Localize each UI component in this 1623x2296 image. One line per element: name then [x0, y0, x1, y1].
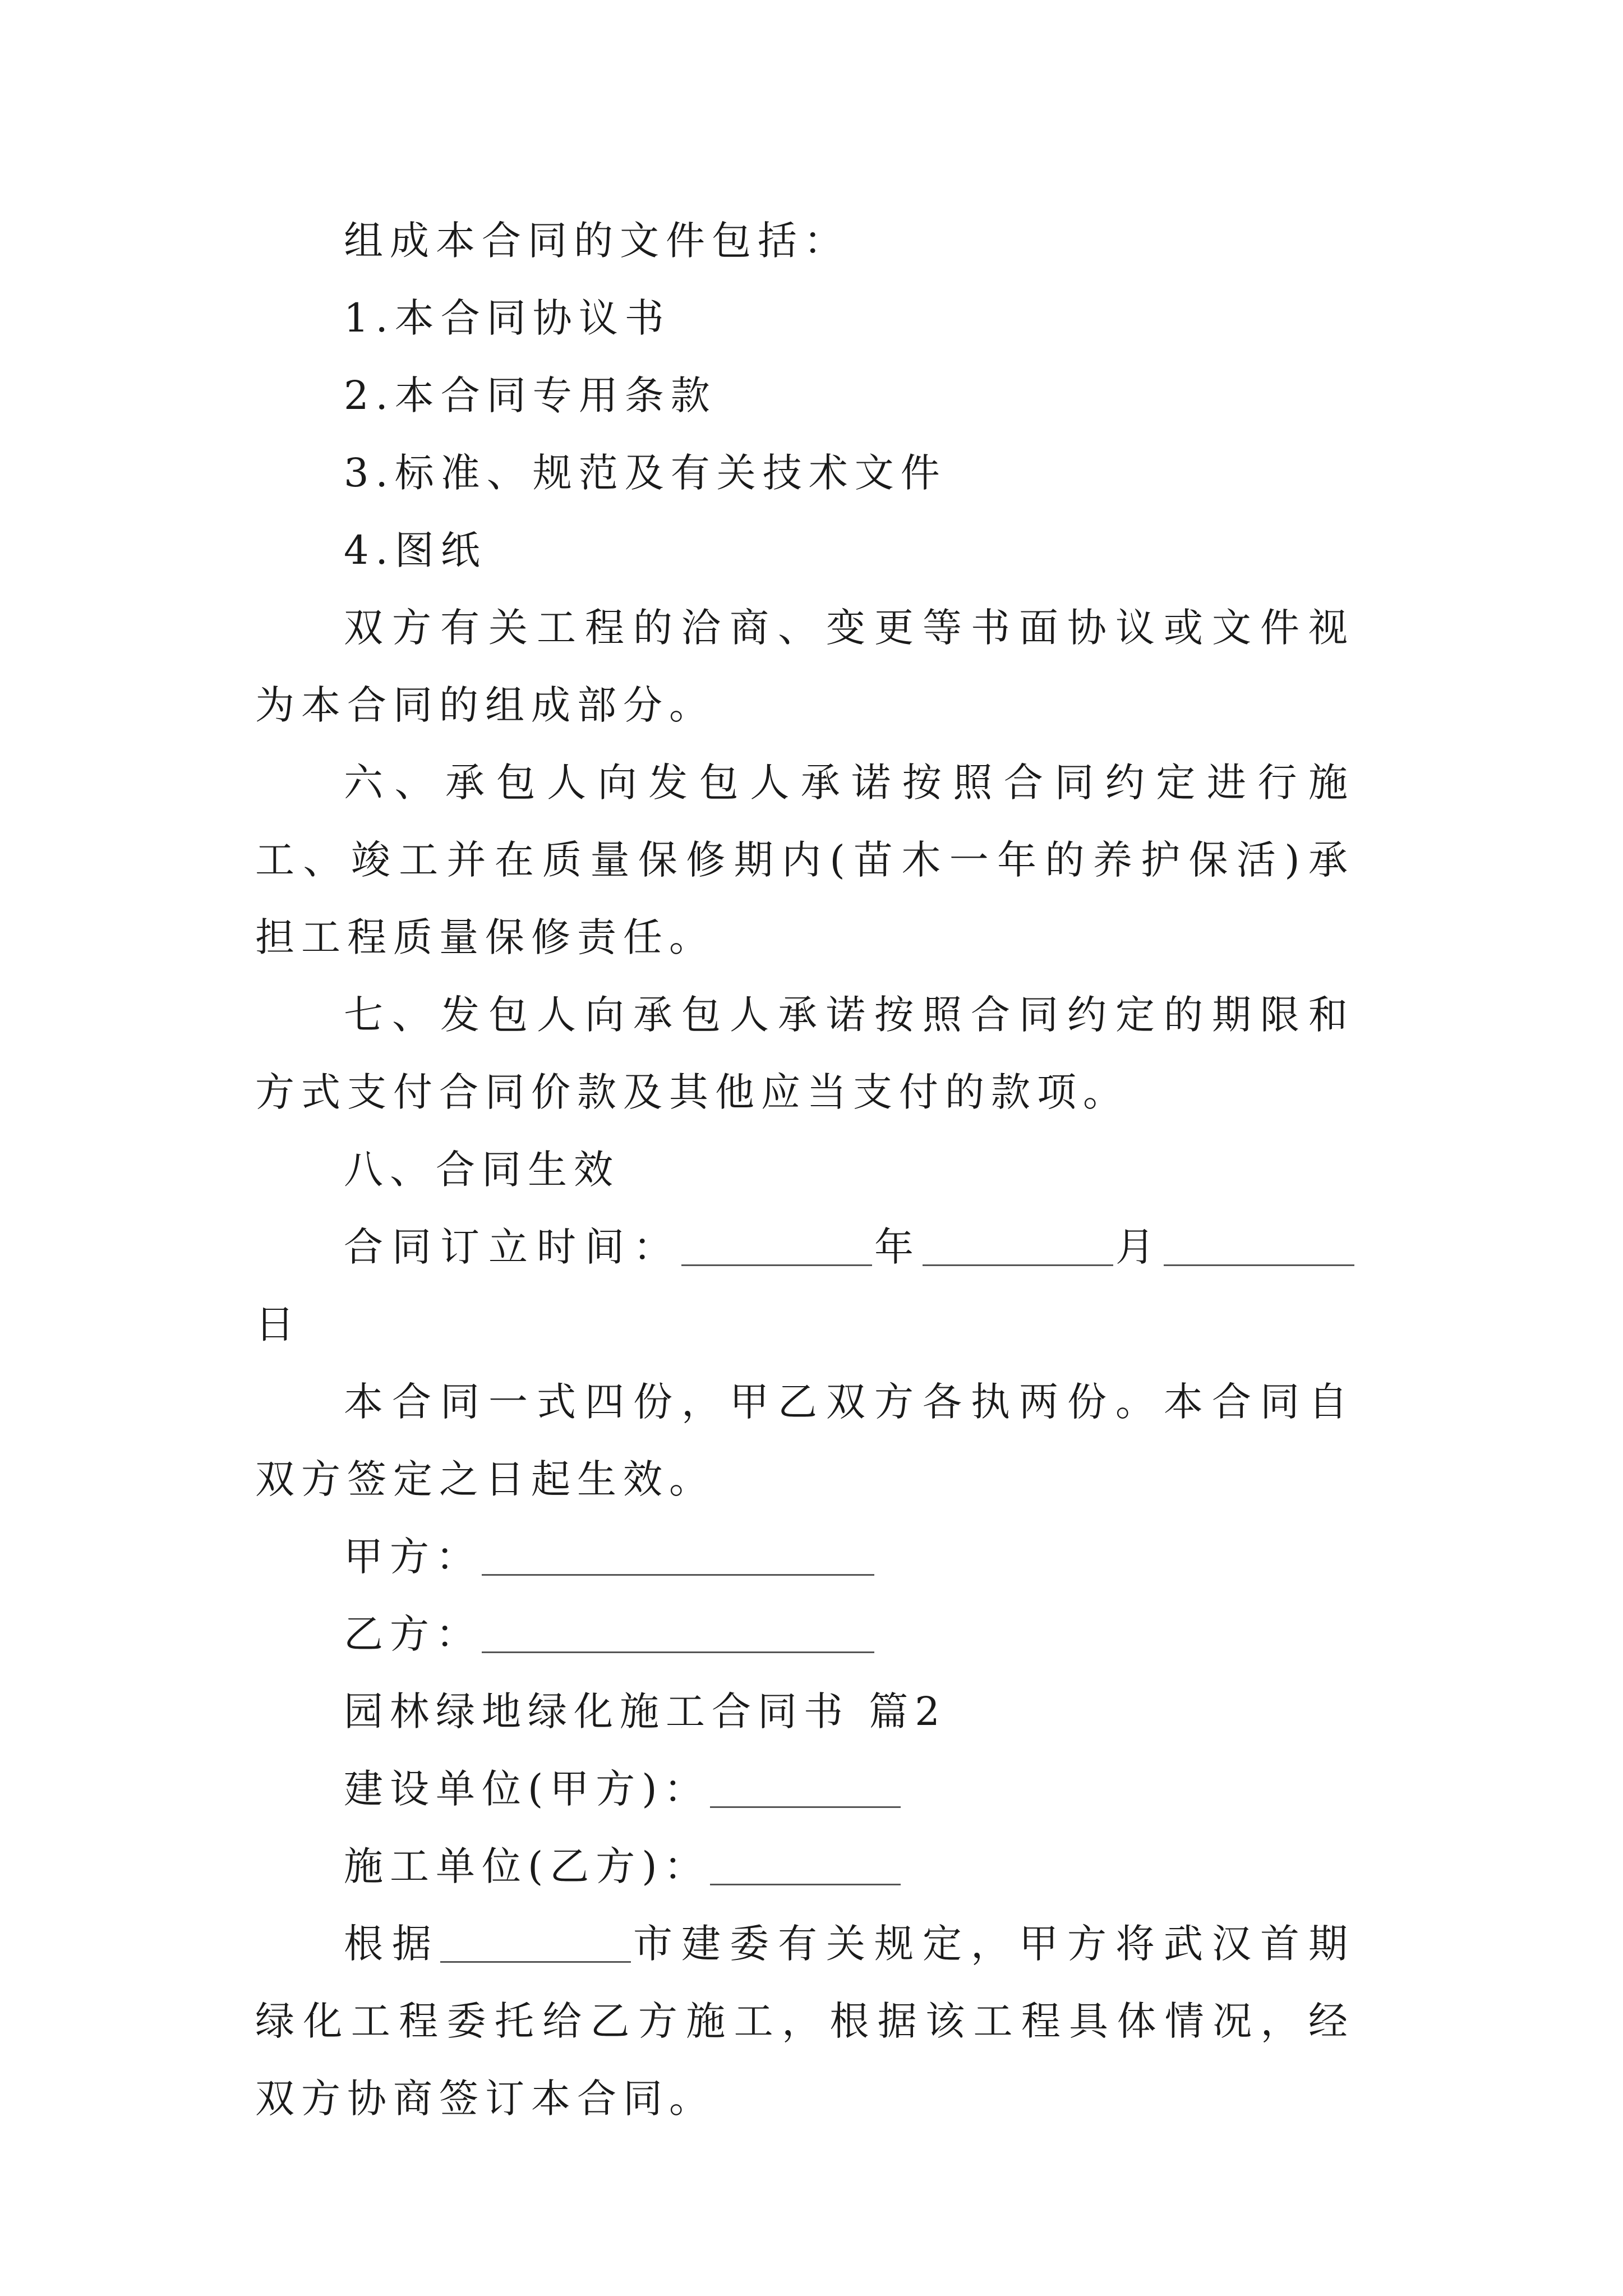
basis-prefix: 根据 [344, 1921, 440, 1967]
party-b-label: 乙方： [344, 1611, 482, 1657]
year-blank [681, 1225, 872, 1266]
year-label: 年 [872, 1224, 923, 1270]
day-label: 日 [255, 1301, 301, 1347]
basis-rest: 市建委有关规定，甲方将武汉首期绿化工程委托给乙方施工，根据该工程具体情况，经双方协商签订本合同。 [255, 1921, 1354, 2122]
paragraph-copies: 本合同一式四份，甲乙双方各执两份。本合同自双方签定之日起生效。 [255, 1379, 1354, 1502]
paragraph-negotiation: 双方有关工程的洽商、变更等书面协议或文件视为本合同的组成部分。 [255, 605, 1354, 728]
month-blank [923, 1225, 1113, 1266]
paragraph-basis [255, 1905, 1354, 2137]
month-label: 月 [1113, 1224, 1164, 1270]
paragraph-item-3: 3.标准、规范及有关技术文件 [344, 450, 947, 496]
client-blank [710, 1767, 901, 1808]
party-b-blank [482, 1612, 874, 1653]
city-blank [440, 1922, 631, 1963]
party-a-label: 甲方： [344, 1534, 482, 1580]
paragraph-item-4: 4.图纸 [344, 527, 487, 573]
document-body [255, 202, 1354, 2137]
paragraph-party-b [255, 1595, 1354, 1673]
contractor-label: 施工单位(乙方)： [344, 1843, 710, 1889]
paragraph-documents-list-intro: 组成本合同的文件包括： [344, 218, 850, 264]
paragraph-contract-2-title: 园林绿地绿化施工合同书 篇2 [344, 1688, 947, 1734]
client-label: 建设单位(甲方)： [344, 1766, 710, 1812]
paragraph-section-8-heading: 八、合同生效 [344, 1147, 620, 1193]
party-a-blank [482, 1535, 874, 1576]
paragraph-section-7: 七、发包人向承包人承诺按照合同约定的期限和方式支付合同价款及其他应当支付的款项。 [255, 992, 1354, 1115]
day-blank [1164, 1225, 1354, 1266]
paragraph-contractor [255, 1828, 1354, 1905]
contractor-blank [710, 1844, 901, 1885]
paragraph-client [255, 1750, 1354, 1828]
paragraph-item-1: 1.本合同协议书 [344, 295, 671, 341]
paragraph-signing-date [255, 1208, 1354, 1363]
paragraph-party-a [255, 1518, 1354, 1595]
signing-date-label: 合同订立时间： [344, 1224, 681, 1270]
paragraph-item-2: 2.本合同专用条款 [344, 372, 717, 418]
paragraph-section-6: 六、承包人向发包人承诺按照合同约定进行施工、竣工并在质量保修期内(苗木一年的养护保活)承担工程质量保修责任。 [255, 760, 1354, 960]
